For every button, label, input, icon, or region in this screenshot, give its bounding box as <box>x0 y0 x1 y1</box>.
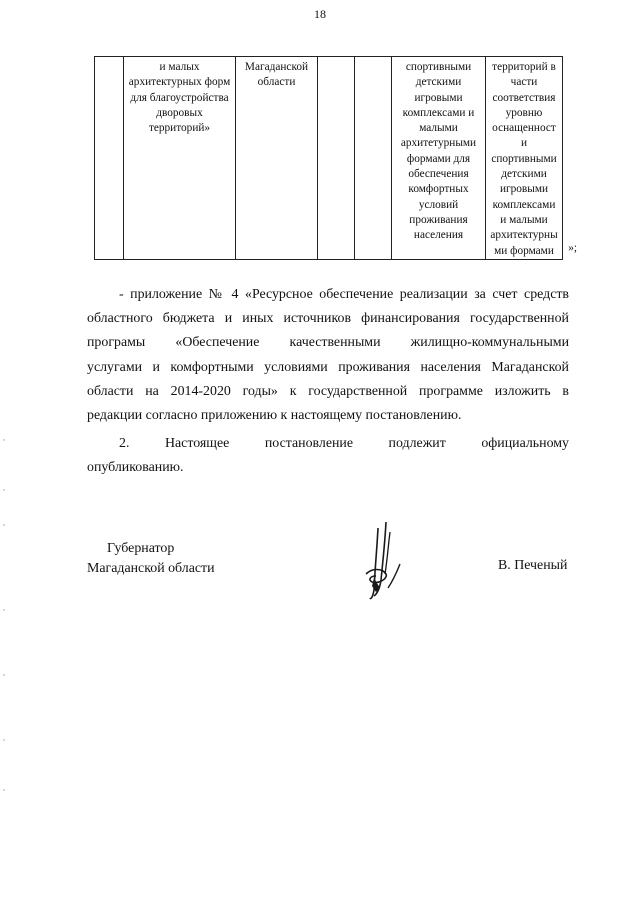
paragraph-line: области на 2014-2020 годы» к государственной программе изложить в <box>87 383 569 399</box>
indicator-line: части <box>510 76 538 89</box>
handwritten-signature <box>350 518 420 608</box>
result-line: комфортных <box>408 183 469 196</box>
indicator-line: соответствия <box>492 91 556 104</box>
paragraph-line: областного бюджета и иных источников финансирования государственной <box>87 311 569 327</box>
paragraph-line: - приложение № 4 «Ресурсное обеспечение реализации за счет средств <box>119 287 569 302</box>
continuation-table <box>94 56 577 260</box>
indicator-text <box>486 57 562 259</box>
region-text <box>236 57 317 91</box>
indicator-line: и <box>520 137 528 150</box>
indicator-line: оснащенност <box>492 122 556 135</box>
result-line: проживания <box>409 213 468 226</box>
indicator-line: детскими <box>501 168 547 181</box>
paragraph-line: опубликованию. <box>87 460 184 476</box>
objective-text <box>124 57 235 136</box>
table-cell-empty <box>318 57 355 260</box>
paragraph-line: програмы «Обеспечение качественными жилищно-коммунальными <box>87 335 569 351</box>
paragraph-line: 2. Настоящее постановление подлежит официальному <box>119 436 569 451</box>
result-line: детскими <box>415 76 462 89</box>
result-line: архитетурными <box>400 137 477 150</box>
objective-line: для благоустройства <box>130 91 229 104</box>
objective-line: архитектурных форм <box>128 76 231 89</box>
signatory-title-line: Магаданской области <box>87 561 215 576</box>
closing-quote-mark: »; <box>568 241 577 254</box>
result-line: комплексами и <box>402 106 475 119</box>
signatory-title <box>87 539 215 579</box>
result-line: формами для <box>406 152 471 165</box>
table-cell-region <box>236 57 318 260</box>
table-cell-number <box>95 57 124 260</box>
result-line: игровыми <box>414 91 463 104</box>
table-cell-indicator <box>486 57 577 260</box>
region-line: Магаданской <box>244 61 309 73</box>
indicator-line: ми формами <box>494 244 554 257</box>
indicator-line: уровню <box>505 106 543 119</box>
table-row <box>95 57 563 260</box>
indicator-line: и малыми <box>500 213 548 226</box>
table-cell-objective <box>124 57 236 260</box>
amendment-paragraph <box>87 283 569 428</box>
scan-margin-marks <box>3 430 5 810</box>
paragraph-line: редакции согласно приложению к настоящему постановлению. <box>87 407 462 423</box>
publication-paragraph <box>87 432 569 480</box>
objective-line: дворовых <box>156 106 203 119</box>
indicator-line: комплексами <box>492 198 556 211</box>
table-cell-result <box>392 57 486 260</box>
page-number: 18 <box>314 7 326 21</box>
region-line: области <box>257 76 296 89</box>
indicator-line: архитектурны <box>490 229 558 242</box>
indicator-line: территорий в <box>492 61 556 73</box>
result-line: обеспечения <box>408 168 469 181</box>
objective-line: и малых <box>159 61 200 73</box>
result-line: малыми <box>419 122 458 135</box>
objective-line: территорий» <box>148 122 211 135</box>
paragraph-line: услугами и комфортными условиями проживания населения Магаданской <box>87 359 569 375</box>
indicator-line: игровыми <box>499 183 549 196</box>
result-line: условий <box>418 198 459 211</box>
table-cell-empty <box>355 57 392 260</box>
signatory-title-line: Губернатор <box>107 541 175 556</box>
result-line: населения <box>413 229 464 242</box>
result-line: спортивными <box>405 61 472 73</box>
result-text <box>392 57 485 244</box>
indicator-line: спортивными <box>491 152 557 165</box>
signatory-name: В. Печеный <box>498 558 568 573</box>
